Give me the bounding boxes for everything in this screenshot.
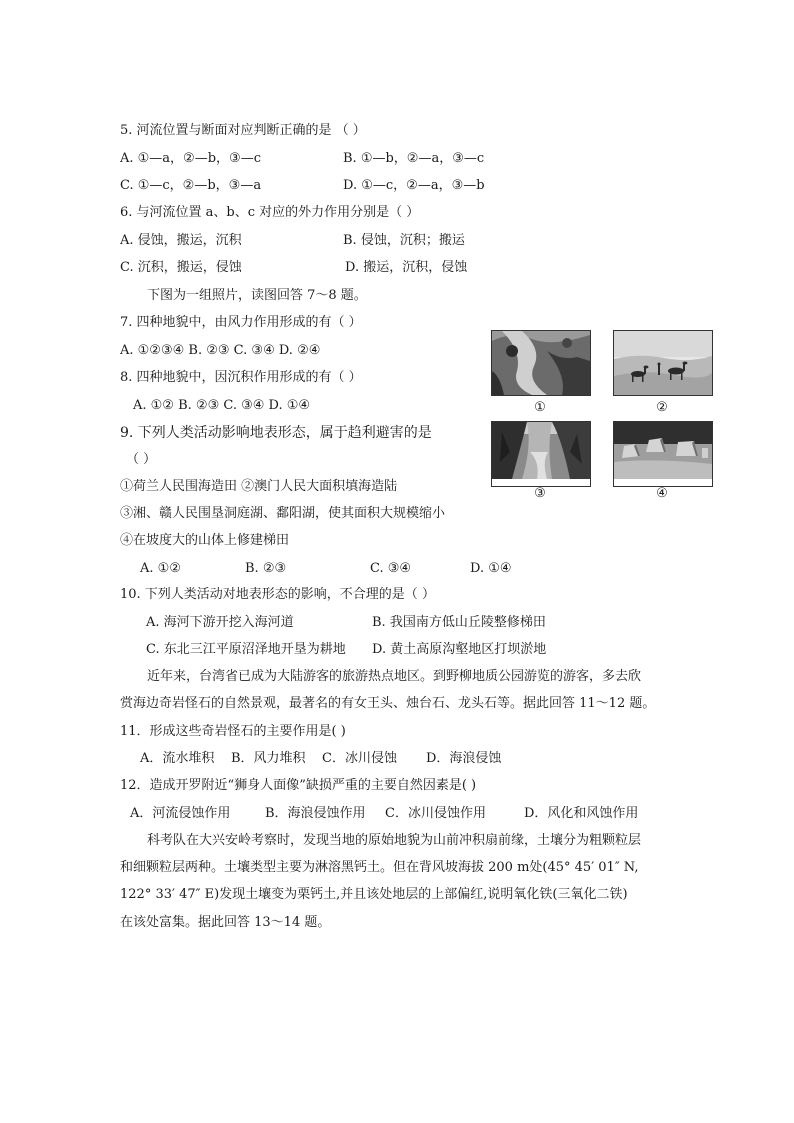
q11-option-c: C．冰川侵蚀	[322, 751, 397, 766]
q10-option-b: B. 我国南方低山丘陵整修梯田	[372, 615, 546, 630]
photo-4-yardang	[613, 421, 713, 487]
passage-11-12-line-1: 近年来，台湾省已成为大陆游客的旅游热点地区。到野柳地质公园游览的游客，多去欣	[147, 669, 642, 684]
photo-1-label: ①	[534, 400, 546, 415]
q8-options: A. ①② B. ②③ C. ③④ D. ①④	[133, 398, 311, 413]
q11-option-d: D．海浪侵蚀	[426, 751, 502, 766]
q10-option-d: D. 黄土高原沟壑地区打坝淤地	[372, 642, 547, 657]
q12-option-b: B．海浪侵蚀作用	[265, 806, 366, 821]
photo-3-canyon	[491, 421, 591, 487]
q5-option-b: B. ①—b，②—a，③—c	[343, 151, 485, 166]
photo-2-label: ②	[656, 400, 668, 415]
q9-option-d: D. ①④	[470, 561, 512, 576]
q12-stem: 12．造成开罗附近“狮身人面像”缺损严重的主要自然因素是( )	[120, 778, 477, 793]
q9-option-a: A. ①②	[140, 561, 181, 576]
q12-option-d: D．风化和风蚀作用	[524, 806, 639, 821]
q6-stem: 6. 与河流位置 a、b、c 对应的外力作用分别是（ ）	[120, 205, 420, 220]
passage-13-14-line-4: 在该处富集。据此回答 13～14 题。	[120, 915, 331, 930]
q5-option-c: C. ①—c，②—b，③—a	[120, 178, 262, 193]
photo-4-label: ④	[656, 486, 668, 501]
q11-option-a: A．流水堆积	[140, 751, 215, 766]
q6-option-c: C. 沉积，搬运，侵蚀	[120, 260, 242, 275]
q10-option-a: A. 海河下游开挖入海河道	[146, 615, 294, 630]
q9-paren: （ ）	[126, 452, 157, 467]
q9-item-1: ①荷兰人民围海造田 ②澳门人民大面积填海造陆	[120, 479, 398, 494]
intro-7-8: 下图为一组照片，读图回答 7～8 题。	[147, 288, 367, 303]
q5-option-a: A. ①—a，②—b，③—c	[120, 151, 261, 166]
passage-13-14-line-1: 科考队在大兴安岭考察时，发现当地的原始地貌为山前冲积扇前缘，土壤分为粗颗粒层	[147, 833, 642, 848]
q9-item-2: ③湘、赣人民围垦洞庭湖、鄱阳湖，使其面积大规模缩小	[120, 506, 446, 521]
q10-option-c: C. 东北三江平原沼泽地开垦为耕地	[146, 642, 346, 657]
q10-stem: 10. 下列人类活动对地表形态的影响，不合理的是（ ）	[120, 587, 435, 602]
q5-stem: 5. 河流位置与断面对应判断正确的是 （ ）	[120, 123, 366, 138]
photo-2-desert-camels	[613, 330, 713, 396]
q12-option-c: C．冰川侵蚀作用	[385, 806, 486, 821]
q5-option-d: D. ①—c，②—a，③—b	[343, 178, 485, 193]
q6-option-d: D. 搬运，沉积，侵蚀	[345, 260, 468, 275]
q6-option-b: B. 侵蚀，沉积；搬运	[343, 233, 465, 248]
q8-stem: 8. 四种地貌中，因沉积作用形成的有（ ）	[120, 370, 362, 385]
q9-option-c: C. ③④	[370, 561, 412, 576]
q7-options: A. ①②③④ B. ②③ C. ③④ D. ②④	[120, 343, 321, 358]
q12-option-a: A．河流侵蚀作用	[130, 806, 231, 821]
q9-option-b: B. ②③	[245, 561, 287, 576]
passage-13-14-line-3: 122° 33′ 47″ E)发现土壤变为栗钙土,并且该处地层的上部偏红,说明氧化铁(三氧化二铁)	[120, 887, 628, 902]
passage-13-14-line-2: 和细颗粒层两种。土壤类型主要为淋溶黑钙土。但在背风坡海拔 200 m处(45° 45′ 01″ N,	[120, 860, 639, 875]
q11-option-b: B．风力堆积	[231, 751, 306, 766]
photo-3-label: ③	[534, 486, 546, 501]
passage-11-12-line-2: 赏海边奇岩怪石的自然景观，最著名的有女王头、烛台石、龙头石等。据此回答 11～12 题。	[120, 696, 656, 711]
q11-stem: 11．形成这些奇岩怪石的主要作用是( )	[120, 724, 346, 739]
q7-stem: 7. 四种地貌中，由风力作用形成的有（ ）	[120, 315, 362, 330]
photo-1-delta	[491, 330, 591, 396]
q9-item-3: ④在坡度大的山体上修建梯田	[120, 533, 290, 548]
q6-option-a: A. 侵蚀，搬运，沉积	[120, 233, 242, 248]
q9-stem: 9. 下列人类活动影响地表形态，属于趋利避害的是	[120, 425, 432, 441]
